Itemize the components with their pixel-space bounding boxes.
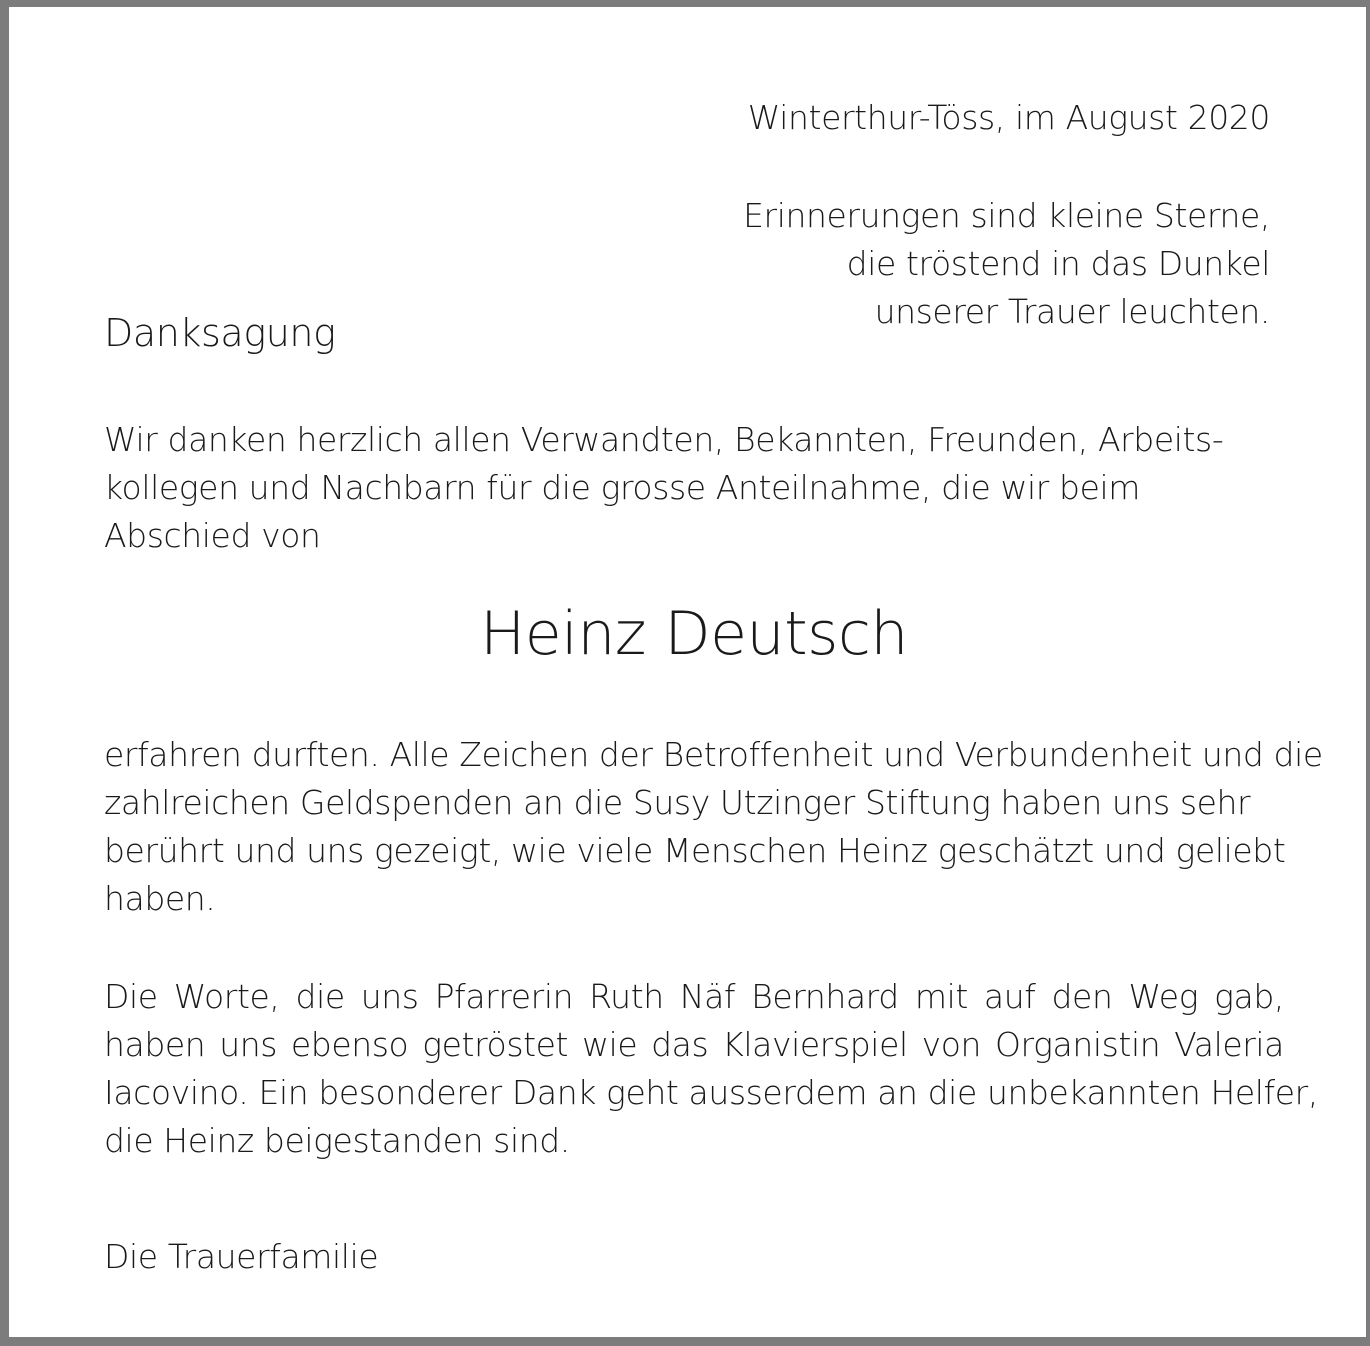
text-line: zahlreichen Geldspenden an die Susy Utzinger Stiftung haben uns sehr [104, 783, 1251, 822]
signature: Die Trauerfamilie [104, 1237, 379, 1276]
quote-line: Erinnerungen sind kleine Sterne, [743, 196, 1270, 235]
paragraph-1 [104, 731, 1323, 923]
paragraph-2 [104, 973, 1318, 1165]
text-line: berührt und uns gezeigt, wie viele Menschen Heinz geschätzt und geliebt [104, 831, 1286, 870]
text-line: Abschied von [104, 516, 321, 555]
text-line: kollegen und Nachbarn für die grosse Anteilnahme, die wir beim [104, 468, 1141, 507]
text-line: die Heinz beigestanden sind. [104, 1121, 570, 1160]
text-line: Die Worte, die uns Pfarrerin Ruth Näf Bernhard mit auf den Weg gab, [104, 977, 1284, 1016]
text-line: haben uns ebenso getröstet wie das Klavierspiel von Organistin Valeria [104, 1025, 1284, 1064]
text-line: haben. [104, 879, 216, 918]
text-line: erfahren durften. Alle Zeichen der Betroffenheit und Verbundenheit und die [104, 735, 1323, 774]
text-line: Wir danken herzlich allen Verwandten, Bekannten, Freunden, Arbeits- [104, 420, 1224, 459]
deceased-name: Heinz Deutsch [480, 599, 908, 669]
text-line: Iacovino. Ein besonderer Dank geht ausserdem an die unbekannten Helfer, [104, 1073, 1318, 1112]
quote-line: unserer Trauer leuchten. [874, 292, 1270, 331]
page-title: Danksagung [104, 311, 336, 355]
quote-line: die tröstend in das Dunkel [846, 244, 1270, 283]
place-date: Winterthur-Töss, im August 2020 [747, 98, 1270, 137]
